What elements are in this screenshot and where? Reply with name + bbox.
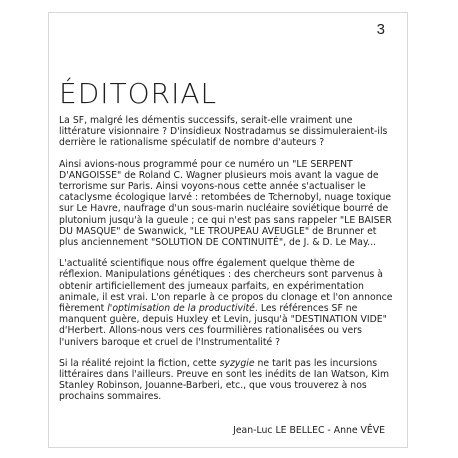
paragraph-2 xyxy=(59,159,395,249)
paragraph-text: Si la réalité rejoint la fiction, cette xyxy=(59,357,220,369)
italic-phrase: l'optimisation de la productivité xyxy=(107,303,255,315)
paragraph-text: Ainsi avions-nous programmé pour ce numéro un "LE SERPENT D'ANGOISSE" de Roland C. Wagner plusieurs mois avant la vague de terrorisme sur Paris. Ainsi voyons-nous cette année s'actualiser le cataclysme écologique larvé : retombées de Tchernobyl, nuage toxique sur Le Havre, naufrage d'un sous-marin nucléaire soviétique bourré de plutonium jusqu'à la gueule ; ce qui n'est pas sans rappeler "LE BAISER DU MASQUE" de Swanwick, "LE TROUPEAU AVEUGLE" de Brunner et plus anciennement "SOLUTION DE CONTINUITÉ", de J. & D. Le May... xyxy=(59,158,392,249)
magazine-page xyxy=(48,12,408,448)
paragraph-1 xyxy=(59,115,395,149)
paragraph-text: ne tarit pas les incursions littéraires dans l'ailleurs. Preuve en sont les inédits de Ian Watson, Kim Stanley Robinson, Jouanne-Barberi, etc., que vous trouverez à nos prochains sommaires. xyxy=(59,357,390,403)
page-title: ÉDITORIAL xyxy=(59,77,218,110)
page-number: 3 xyxy=(376,21,385,38)
paragraph-text: La SF, malgré les démentis successifs, serait-elle vraiment une littérature visionnaire ? D'insidieux Nostradamus se dissimuleraient-ils derrière le rationalisme spéculatif de nombre d'auteurs ? xyxy=(59,115,388,149)
paragraph-text: L'actualité scientifique nous offre également quelque thème de réflexion. Manipulations génétiques : des chercheurs sont parvenus à obtenir artificiellement des jumeaux parfaits, en expérimentation animale, il est vrai. L'on reparle à ce propos du clonage et l'on annonce fièrement xyxy=(59,258,393,315)
paragraph-3 xyxy=(59,258,395,348)
paragraph-text: . Les références SF ne manquent guère, depuis Huxley et Levin, jusqu'à "DESTINATION VIDE" d'Herbert. Allons-nous vers ces fourmilières rationalisées ou vers l'univers baroque et cruel de l'Instrumentalité ? xyxy=(59,303,387,348)
italic-word: syzygie xyxy=(219,357,255,369)
paragraph-4 xyxy=(59,358,395,403)
editorial-body xyxy=(59,115,395,413)
signature: Jean-Luc LE BELLEC - Anne VÊVE xyxy=(233,425,385,436)
